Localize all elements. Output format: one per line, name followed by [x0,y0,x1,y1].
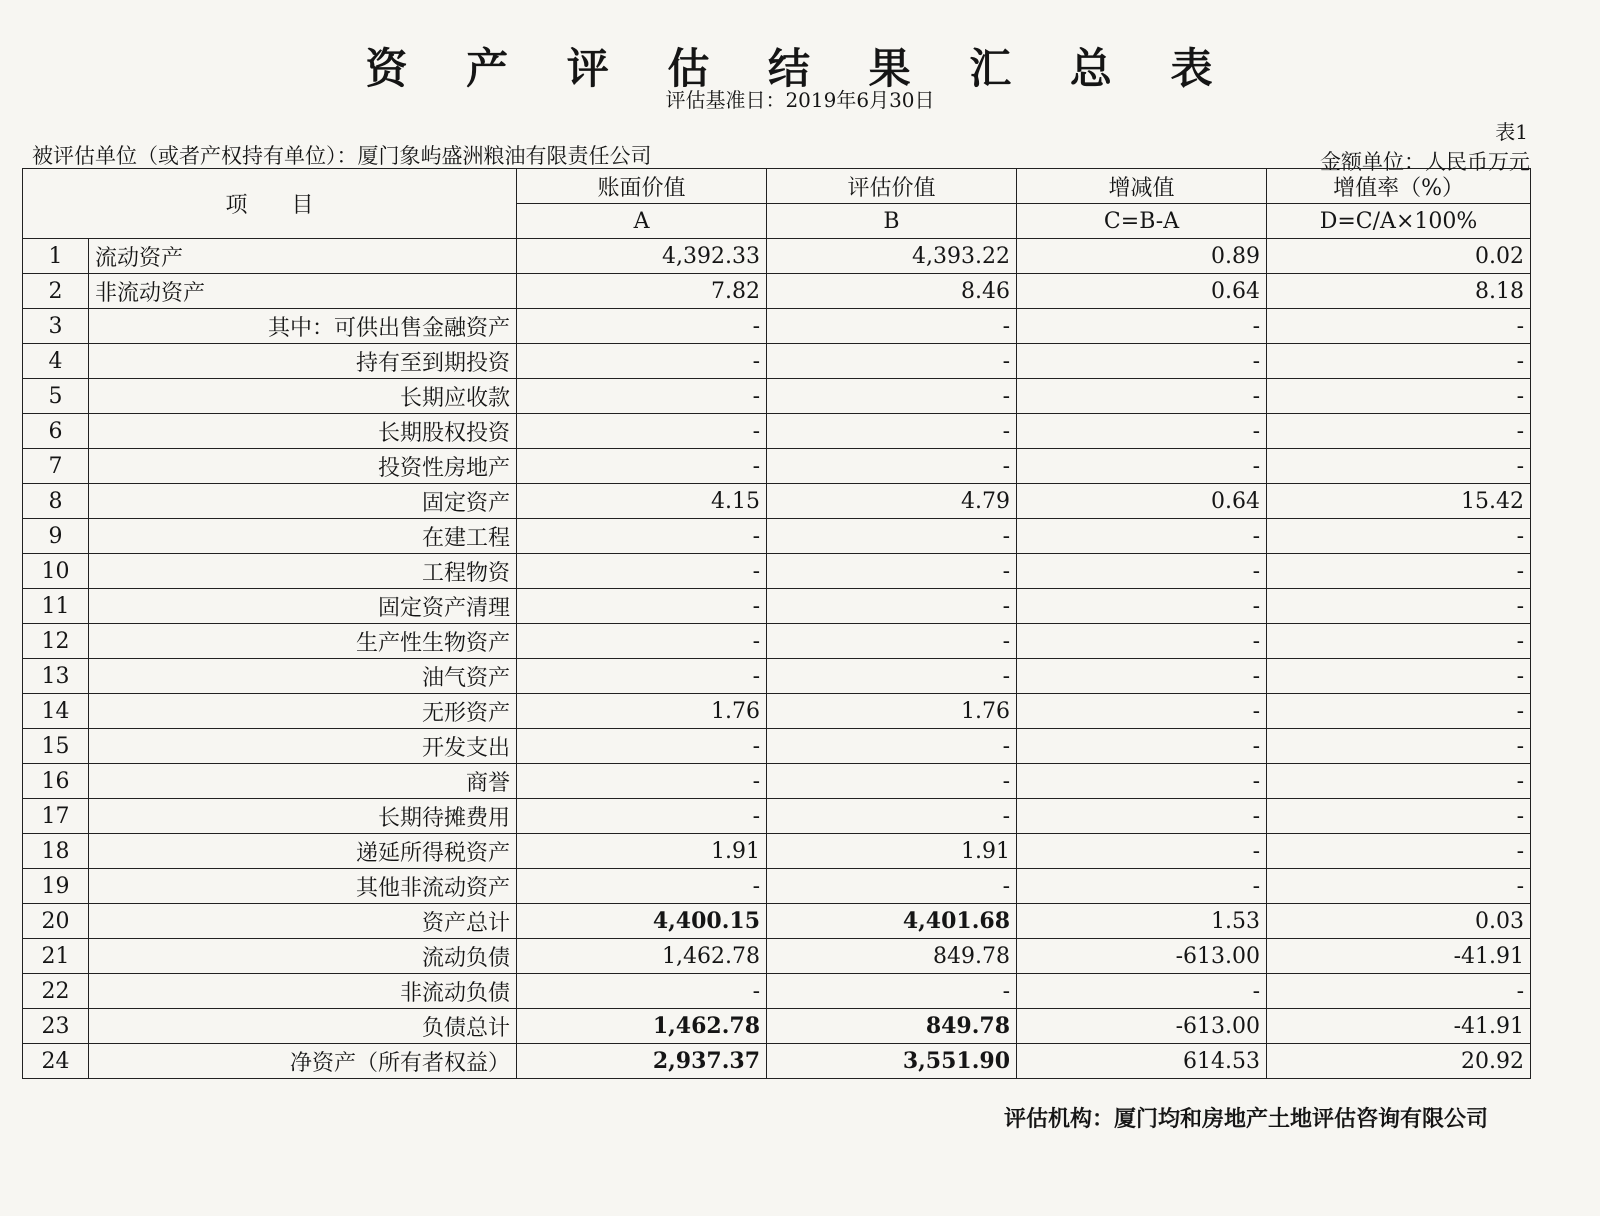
cell-book-value: 4,400.15 [517,904,767,939]
row-label: 长期待摊费用 [89,799,517,834]
row-number: 11 [23,589,89,624]
row-label: 固定资产清理 [89,589,517,624]
row-number: 10 [23,554,89,589]
cell-book-value: - [517,589,767,624]
cell-book-value: - [517,554,767,589]
row-label: 递延所得税资产 [89,834,517,869]
cell-appraised-value: 1.76 [767,694,1017,729]
cell-change: 0.64 [1017,484,1267,519]
assessed-entity: 被评估单位（或者产权持有单位）：厦门象屿盛洲粮油有限责任公司 [32,144,652,168]
cell-rate: - [1267,589,1531,624]
cell-change: - [1017,589,1267,624]
cell-appraised-value: 849.78 [767,1009,1017,1044]
row-label: 持有至到期投资 [89,344,517,379]
row-label: 商誉 [89,764,517,799]
row-number: 14 [23,694,89,729]
table-number: 表1 [1495,120,1528,144]
cell-rate: - [1267,659,1531,694]
cell-rate: - [1267,414,1531,449]
cell-change: - [1017,834,1267,869]
table-row [23,904,1531,939]
row-number: 15 [23,729,89,764]
page-title: 资 产 评 估 结 果 汇 总 表 [365,44,1235,93]
table-row [23,239,1531,274]
row-label: 投资性房地产 [89,449,517,484]
row-number: 17 [23,799,89,834]
cell-appraised-value: - [767,554,1017,589]
row-number: 7 [23,449,89,484]
cell-book-value: - [517,799,767,834]
row-label: 开发支出 [89,729,517,764]
cell-book-value: - [517,764,767,799]
row-number: 12 [23,624,89,659]
cell-book-value: 2,937.37 [517,1044,767,1079]
cell-rate: - [1267,834,1531,869]
row-number: 24 [23,1044,89,1079]
cell-appraised-value: - [767,589,1017,624]
row-number: 4 [23,344,89,379]
cell-appraised-value: - [767,729,1017,764]
cell-rate: - [1267,799,1531,834]
cell-appraised-value: 1.91 [767,834,1017,869]
cell-appraised-value: - [767,344,1017,379]
cell-rate: - [1267,344,1531,379]
valuation-summary-table [22,168,1531,1079]
row-number: 5 [23,379,89,414]
row-label: 非流动负债 [89,974,517,1009]
col-header-appraised-value: 评估价值 [767,169,1017,204]
table-row [23,869,1531,904]
table-row [23,764,1531,799]
row-label: 生产性生物资产 [89,624,517,659]
row-label: 油气资产 [89,659,517,694]
cell-book-value: - [517,309,767,344]
row-number: 18 [23,834,89,869]
cell-book-value: - [517,414,767,449]
row-label: 固定资产 [89,484,517,519]
table-row [23,274,1531,309]
cell-rate: - [1267,694,1531,729]
row-label: 长期应收款 [89,379,517,414]
table-row [23,309,1531,344]
row-number: 21 [23,939,89,974]
cell-book-value: - [517,974,767,1009]
cell-appraised-value: - [767,309,1017,344]
row-number: 20 [23,904,89,939]
cell-rate: 20.92 [1267,1044,1531,1079]
cell-rate: -41.91 [1267,1009,1531,1044]
col-header-item: 项 目 [23,169,517,239]
table-row [23,414,1531,449]
row-label: 其他非流动资产 [89,869,517,904]
cell-appraised-value: 849.78 [767,939,1017,974]
cell-appraised-value: - [767,449,1017,484]
row-label: 工程物资 [89,554,517,589]
table-row [23,1044,1531,1079]
col-header-rate: 增值率（%） [1267,169,1531,204]
cell-rate: 8.18 [1267,274,1531,309]
cell-book-value: 1.91 [517,834,767,869]
table-row [23,659,1531,694]
cell-appraised-value: - [767,799,1017,834]
cell-book-value: 1,462.78 [517,939,767,974]
table-row [23,379,1531,414]
cell-change: - [1017,449,1267,484]
table-row [23,729,1531,764]
cell-change: - [1017,519,1267,554]
row-label: 非流动资产 [89,274,517,309]
col-code-d: D=C/A×100% [1267,204,1531,239]
cell-change: - [1017,659,1267,694]
cell-change: - [1017,799,1267,834]
row-number: 16 [23,764,89,799]
cell-appraised-value: - [767,659,1017,694]
row-number: 9 [23,519,89,554]
table-row [23,1009,1531,1044]
cell-appraised-value: 4.79 [767,484,1017,519]
cell-change: 614.53 [1017,1044,1267,1079]
cell-change: -613.00 [1017,1009,1267,1044]
cell-rate: - [1267,309,1531,344]
col-header-change: 增减值 [1017,169,1267,204]
cell-change: - [1017,624,1267,659]
table-row [23,519,1531,554]
cell-rate: - [1267,449,1531,484]
cell-change: 1.53 [1017,904,1267,939]
cell-change: 0.64 [1017,274,1267,309]
row-number: 19 [23,869,89,904]
row-label: 流动负债 [89,939,517,974]
cell-change: - [1017,554,1267,589]
col-code-b: B [767,204,1017,239]
cell-book-value: 4,392.33 [517,239,767,274]
cell-book-value: - [517,379,767,414]
col-code-c: C=B-A [1017,204,1267,239]
row-number: 3 [23,309,89,344]
row-number: 6 [23,414,89,449]
base-date: 评估基准日：2019年6月30日 [665,88,935,112]
table-row [23,974,1531,1009]
cell-change: - [1017,764,1267,799]
col-header-book-value: 账面价值 [517,169,767,204]
cell-appraised-value: - [767,869,1017,904]
cell-change: - [1017,729,1267,764]
table-row [23,694,1531,729]
cell-rate: - [1267,974,1531,1009]
cell-change: -613.00 [1017,939,1267,974]
cell-rate: - [1267,554,1531,589]
row-label: 无形资产 [89,694,517,729]
cell-change: 0.89 [1017,239,1267,274]
cell-rate: 0.02 [1267,239,1531,274]
cell-appraised-value: - [767,764,1017,799]
cell-appraised-value: 8.46 [767,274,1017,309]
cell-change: - [1017,344,1267,379]
table-row [23,939,1531,974]
cell-book-value: - [517,344,767,379]
cell-rate: - [1267,729,1531,764]
table-row [23,624,1531,659]
cell-book-value: 7.82 [517,274,767,309]
row-label: 其中：可供出售金融资产 [89,309,517,344]
cell-appraised-value: - [767,624,1017,659]
row-number: 2 [23,274,89,309]
row-number: 22 [23,974,89,1009]
row-label: 资产总计 [89,904,517,939]
row-label: 净资产（所有者权益） [89,1044,517,1079]
cell-book-value: - [517,449,767,484]
row-label: 长期股权投资 [89,414,517,449]
row-label: 负债总计 [89,1009,517,1044]
row-number: 13 [23,659,89,694]
cell-appraised-value: - [767,414,1017,449]
table-body [23,239,1531,1079]
row-number: 1 [23,239,89,274]
cell-rate: - [1267,624,1531,659]
cell-book-value: 1,462.78 [517,1009,767,1044]
table-row [23,799,1531,834]
cell-book-value: - [517,869,767,904]
cell-change: - [1017,974,1267,1009]
cell-rate: - [1267,764,1531,799]
cell-rate: - [1267,519,1531,554]
cell-book-value: 1.76 [517,694,767,729]
row-number: 23 [23,1009,89,1044]
cell-change: - [1017,414,1267,449]
cell-book-value: 4.15 [517,484,767,519]
appraisal-agency: 评估机构：厦门均和房地产土地评估咨询有限公司 [1003,1106,1488,1132]
cell-book-value: - [517,519,767,554]
cell-rate: 0.03 [1267,904,1531,939]
cell-change: - [1017,309,1267,344]
row-label: 在建工程 [89,519,517,554]
cell-change: - [1017,869,1267,904]
cell-rate: 15.42 [1267,484,1531,519]
cell-book-value: - [517,624,767,659]
cell-appraised-value: 4,401.68 [767,904,1017,939]
cell-rate: -41.91 [1267,939,1531,974]
cell-appraised-value: 3,551.90 [767,1044,1017,1079]
row-number: 8 [23,484,89,519]
table-row [23,344,1531,379]
cell-change: - [1017,694,1267,729]
table-row [23,589,1531,624]
cell-rate: - [1267,379,1531,414]
table-row [23,554,1531,589]
col-code-a: A [517,204,767,239]
cell-appraised-value: - [767,519,1017,554]
cell-book-value: - [517,729,767,764]
table-row [23,449,1531,484]
cell-appraised-value: - [767,379,1017,414]
amount-unit: 金额单位：人民币万元 [1320,150,1530,174]
cell-rate: - [1267,869,1531,904]
table-row [23,834,1531,869]
cell-book-value: - [517,659,767,694]
cell-appraised-value: - [767,974,1017,1009]
table-row [23,484,1531,519]
row-label: 流动资产 [89,239,517,274]
cell-change: - [1017,379,1267,414]
cell-appraised-value: 4,393.22 [767,239,1017,274]
